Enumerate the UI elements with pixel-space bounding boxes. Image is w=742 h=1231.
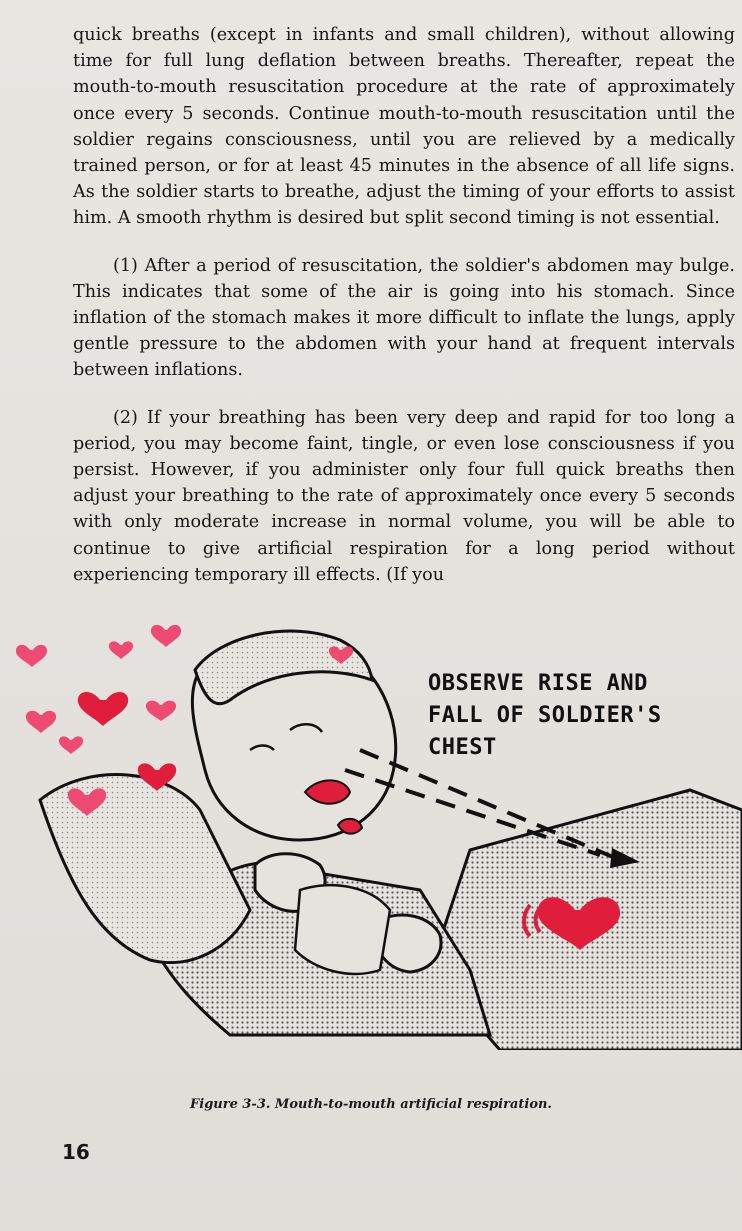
figure-callout <box>428 668 728 764</box>
body-text <box>73 22 735 609</box>
paragraph-1: (1) After a period of resuscitation, the soldier's abdomen may bulge. This indicates that some of the air is going into his stomach. Since inflation of the stomach makes it more difficult to inflate the lungs, apply gentle pressure to the abdomen with your hand at frequent intervals between inflations. <box>73 255 735 381</box>
paragraph-continuation: quick breaths (except in infants and small children), without allowing time for full lung deflation between breaths. Thereafter, repeat the mouth-to-mouth resuscitation procedure at the rate of approximately once every 5 seconds. Continue mouth-to-mouth resuscitation until the soldier regains consciousness, until you are relieved by a medically trained person, or for at least 45 minutes in the absence of all life signs. As the soldier starts to breathe, adjust the timing of your efforts to assist him. A smooth rhythm is desired but split second timing is not essential. <box>73 25 735 229</box>
paragraph-2: (2) If your breathing has been very deep and rapid for too long a period, you may become faint, tingle, or even lose consciousness if you persist. However, if you administer only four full quick breaths then adjust your breathing to the rate of approximately once every 5 seconds with only moderate increase in normal volume, you will be able to continue to give artificial respiration for a long period without experiencing temporary ill effects. (If you <box>73 407 735 585</box>
page-number: 16 <box>62 1140 90 1164</box>
callout-line-3: CHEST <box>428 735 497 760</box>
figure-caption: Figure 3-3. Mouth-to-mouth artificial respiration. <box>190 1097 552 1112</box>
callout-line-1: OBSERVE RISE AND <box>428 671 648 696</box>
callout-line-2: FALL OF SOLDIER'S <box>428 703 662 728</box>
